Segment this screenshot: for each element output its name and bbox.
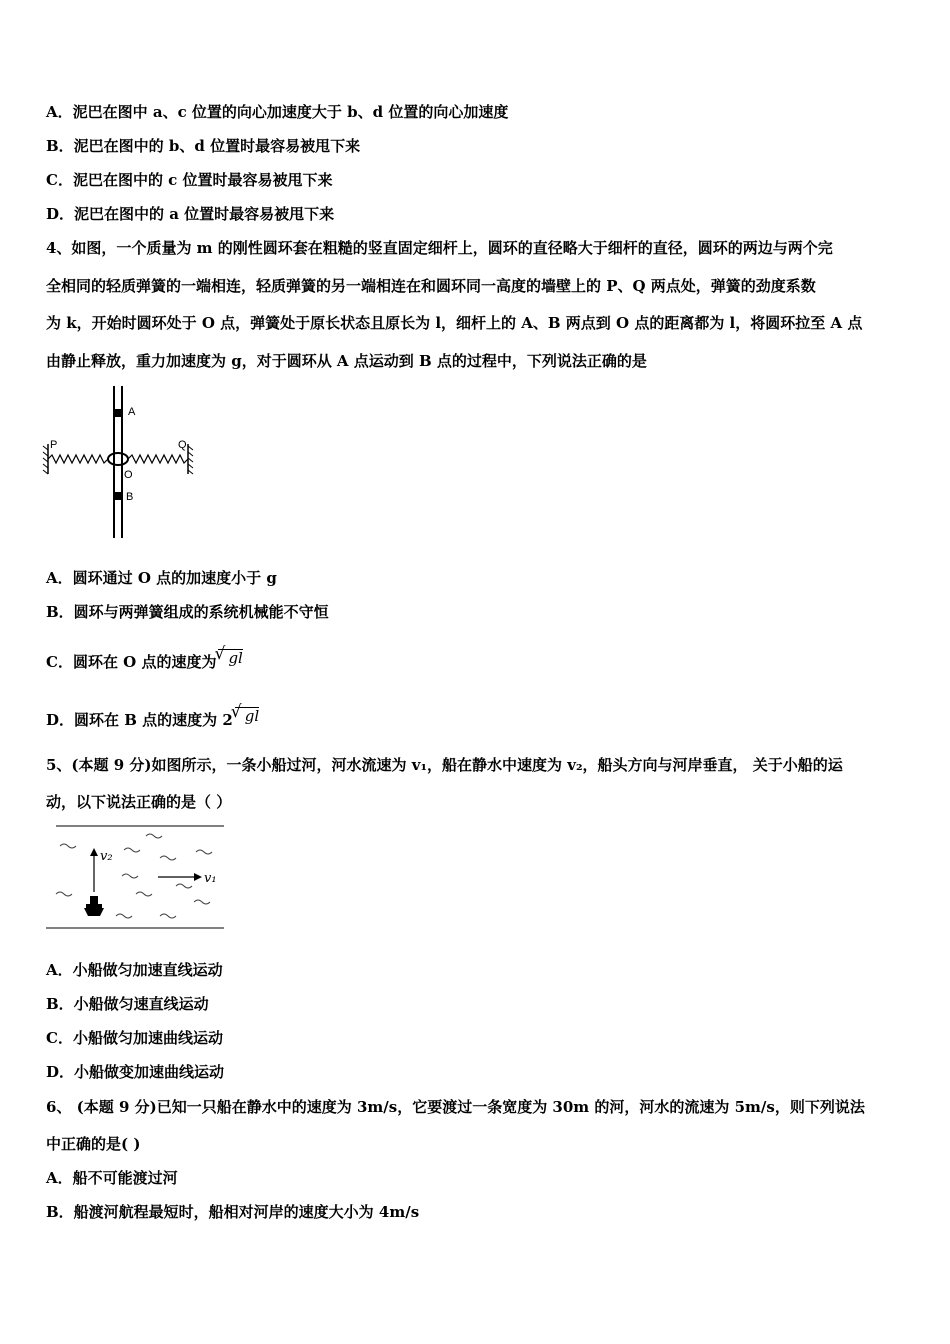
q4-stem-line-4: 由静止释放，重力加速度为 g，对于圆环从 A 点运动到 B 点的过程中，下列说法正确的是	[46, 352, 647, 370]
q4-option-d-text: D．圆环在 B 点的速度为 2	[46, 711, 233, 729]
q6-option-b: B．船渡河航程最短时，船相对河岸的速度大小为 4m/s	[46, 1203, 420, 1221]
q4-option-b: B．圆环与两弹簧组成的系统机械能不守恒	[46, 603, 329, 621]
velocity-label-v1: v₁	[204, 871, 217, 886]
q3-option-b: B．泥巴在图中的 b、d 位置时最容易被甩下来	[46, 137, 361, 155]
q5-option-c: C．小船做匀加速曲线运动	[46, 1029, 223, 1047]
q3-option-c: C．泥巴在图中的 c 位置时最容易被甩下来	[46, 171, 333, 189]
q5-option-d: D．小船做变加速曲线运动	[46, 1063, 225, 1081]
q5-stem-line-1: 5、(本题 9 分)如图所示，一条小船过河，河水流速为 v₁，船在静水中速度为 v₂，船头方向与河岸垂直， 关于小船的运	[46, 756, 843, 774]
figure-label-b: B	[126, 491, 134, 503]
q4-option-a: A．圆环通过 O 点的加速度小于 g	[46, 569, 277, 587]
q6-option-a: A．船不可能渡过河	[46, 1169, 178, 1187]
sqrt-gl-expression: √ gl	[235, 707, 259, 725]
boat-icon	[84, 896, 104, 916]
q4-stem-line-2: 全相同的轻质弹簧的一端相连，轻质弹簧的另一端相连在和圆环同一高度的墙壁上的 P、Q 两点处，弹簧的劲度系数	[46, 277, 816, 295]
q5-option-a: A．小船做匀加速直线运动	[46, 961, 223, 979]
q4-spring-ring-figure	[40, 382, 200, 542]
q4-option-d	[46, 707, 910, 730]
sqrt-gl-expression: √ gl	[218, 649, 242, 667]
q5-option-b: B．小船做匀速直线运动	[46, 995, 209, 1013]
q4-stem-line-3: 为 k，开始时圆环处于 O 点，弹簧处于原长状态且原长为 l，细杆上的 A、B 两点到 O 点的距离都为 l，将圆环拉至 A 点	[46, 314, 863, 332]
figure-label-a: A	[128, 406, 136, 418]
q3-option-d: D．泥巴在图中的 a 位置时最容易被甩下来	[46, 205, 335, 223]
q3-option-a: A．泥巴在图中 a、c 位置的向心加速度大于 b、d 位置的向心加速度	[46, 103, 509, 121]
q6-stem-line-1: 6、 (本题 9 分)已知一只船在静水中的速度为 3m/s，它要渡过一条宽度为 30m 的河，河水的流速为 5m/s，则下列说法	[46, 1098, 865, 1116]
q5-stem-line-2: 动，以下说法正确的是（ ）	[46, 793, 232, 811]
velocity-label-v2: v₂	[100, 849, 113, 864]
figure-label-o: O	[124, 469, 133, 481]
q6-stem-line-2: 中正确的是( )	[46, 1135, 141, 1153]
q4-option-c-text: C．圆环在 O 点的速度为	[46, 653, 217, 671]
figure-label-q: Q	[178, 439, 187, 451]
q4-option-c	[46, 649, 910, 672]
q4-stem-line-1: 4、如图，一个质量为 m 的刚性圆环套在粗糙的竖直固定细杆上，圆环的直径略大于细杆的直径，圆环的两边与两个完	[46, 239, 833, 257]
figure-label-p: P	[50, 439, 58, 451]
q5-river-boat-figure	[46, 822, 228, 934]
